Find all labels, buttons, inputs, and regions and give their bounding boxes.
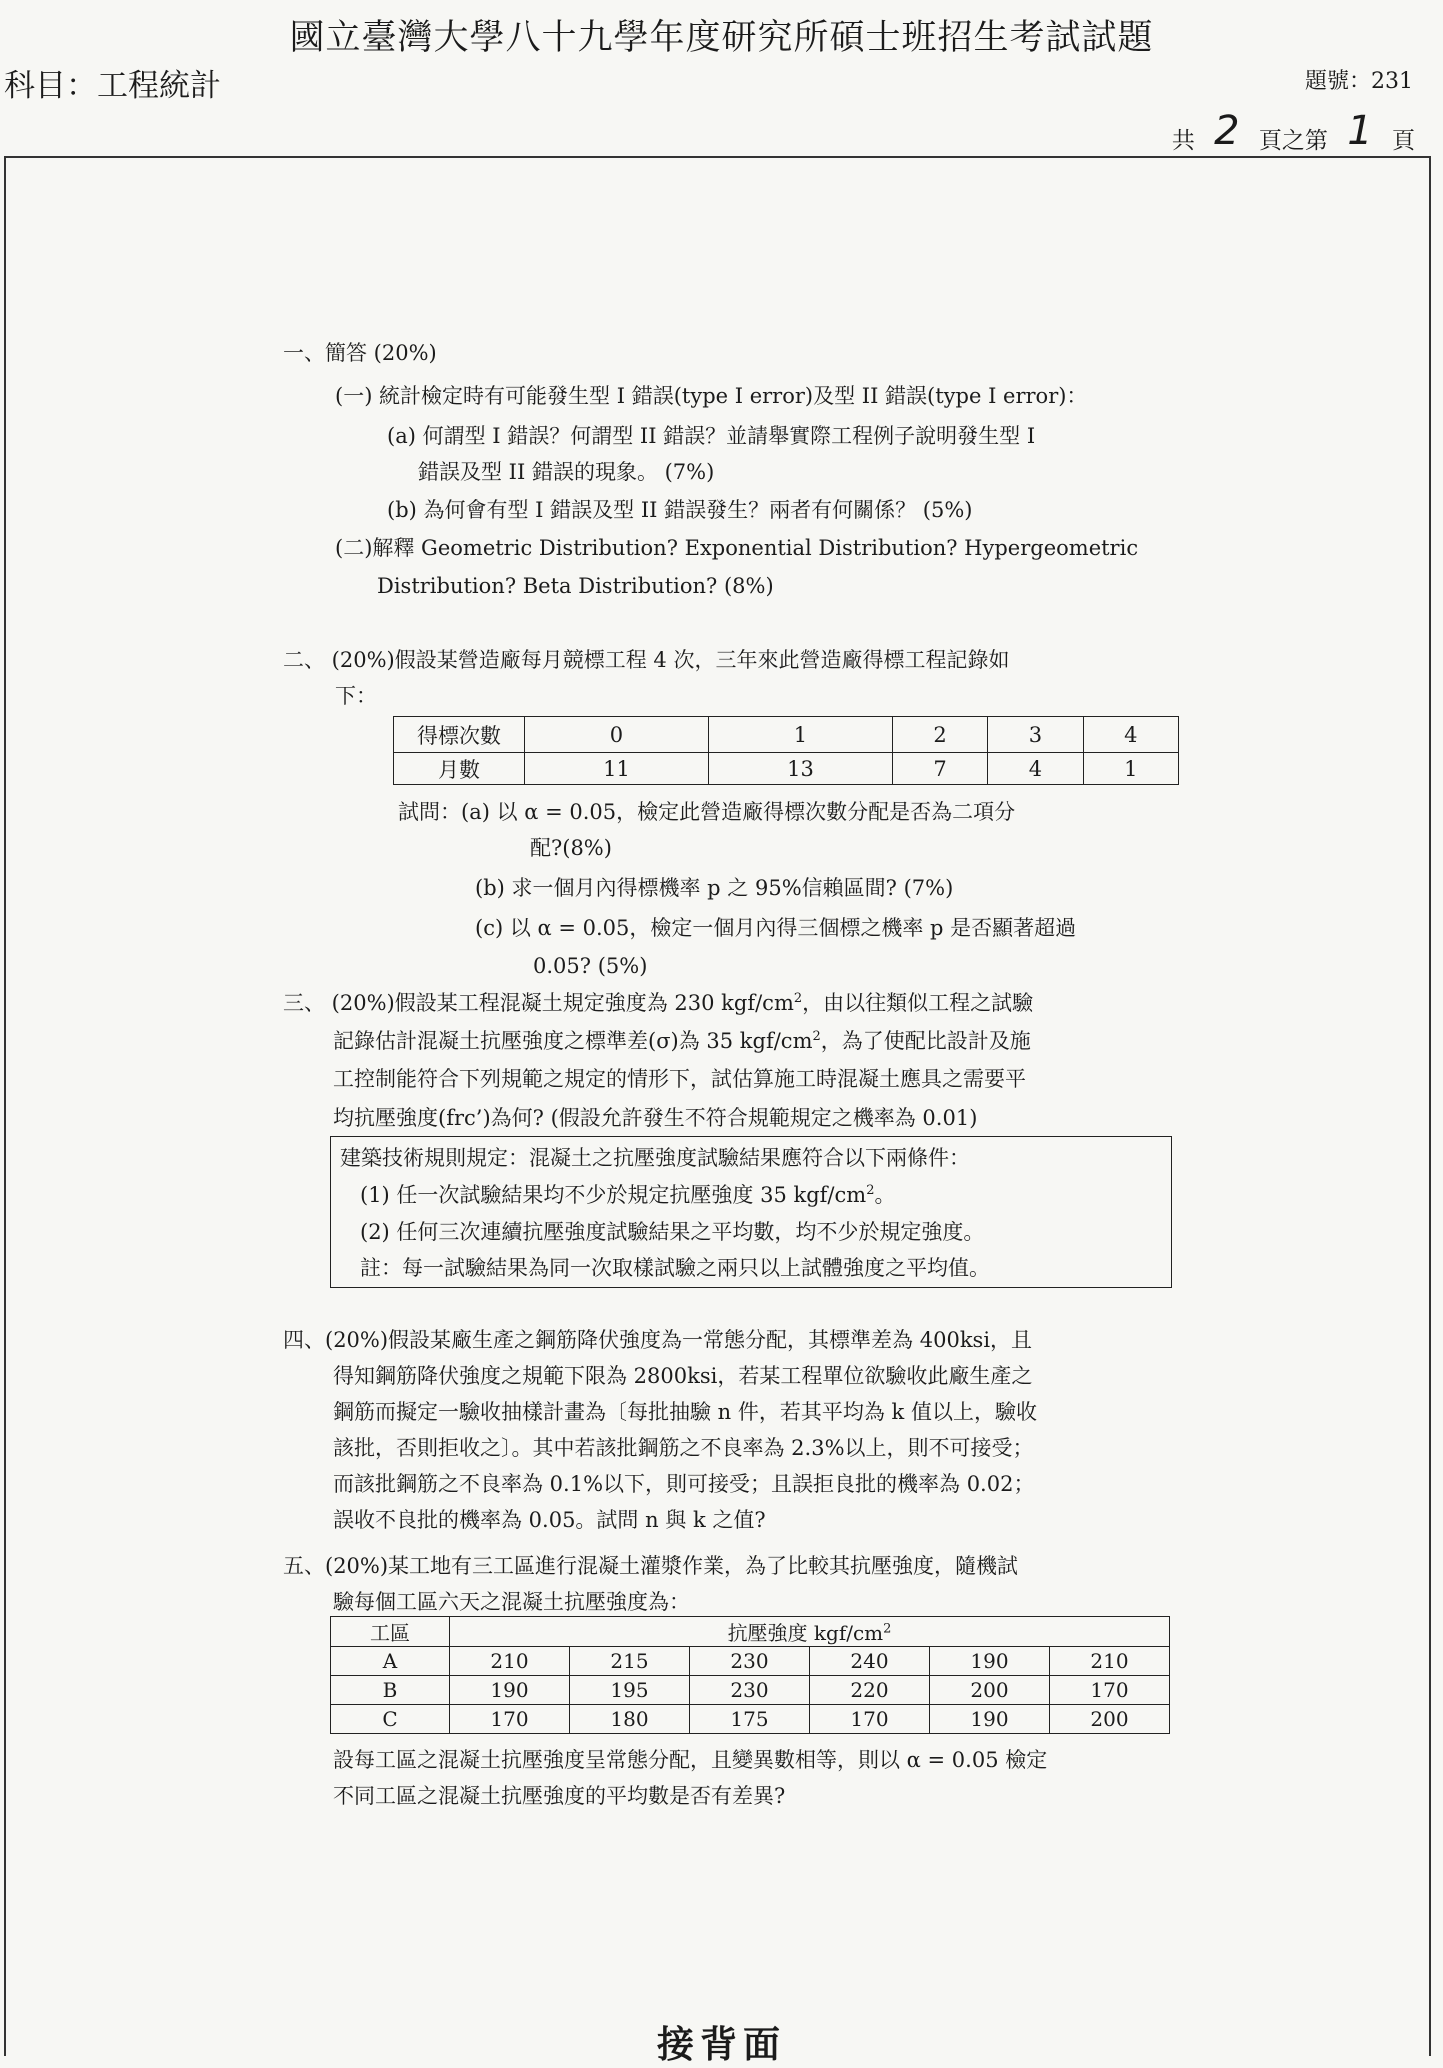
q5-value-cell: 200 [1050, 1705, 1170, 1734]
page-suffix: 頁 [1392, 128, 1415, 154]
q2-row2-cell: 7 [892, 753, 987, 785]
q5-value-cell: 240 [810, 1647, 930, 1676]
q5-value-cell: 175 [690, 1705, 810, 1734]
q3-box-line2-text: (1) 任一次試驗結果均不少於規定抗壓強度 35 kgf/cm [360, 1183, 867, 1207]
q3-box-line2-sup: 2 [866, 1183, 875, 1198]
q5-header-zone: 工區 [331, 1617, 450, 1647]
page-prefix: 共 [1171, 128, 1195, 154]
q3-line4: 均抗壓強度(frc’)為何? (假設允許發生不符合規範規定之機率為 0.01) [333, 1106, 978, 1130]
q2-row2-cell: 11 [525, 753, 709, 785]
q2-row1-cell: 0 [525, 717, 709, 753]
q5-header-sup: 2 [883, 1621, 892, 1637]
q5-value-cell: 210 [1050, 1647, 1170, 1676]
q2-row2-cell: 13 [708, 753, 892, 785]
q5-value-cell: 190 [930, 1705, 1050, 1734]
q4-line2: 得知鋼筋降伏強度之規範下限為 2800ksi，若某工程單位欲驗收此廠生產之 [333, 1364, 1033, 1388]
q5-zone-cell: A [331, 1647, 450, 1676]
page-info [1171, 108, 1415, 158]
q5-value-cell: 215 [570, 1647, 690, 1676]
q5-value-cell: 170 [1050, 1676, 1170, 1705]
q5-value-cell: 190 [930, 1647, 1050, 1676]
q4-line3: 鋼筋而擬定一驗收抽樣計畫為〔每批抽驗 n 件，若其平均為 k 值以上，驗收 [333, 1400, 1037, 1424]
q5-value-cell: 170 [450, 1705, 570, 1734]
q2-row1-cell: 3 [988, 717, 1083, 753]
q2-row1-cell: 4 [1083, 717, 1178, 753]
q2-part-c-line2: 0.05? (5%) [533, 954, 648, 978]
q3-box-line2-end: 。 [874, 1183, 896, 1207]
subject-label: 科目：工程統計 [4, 68, 221, 104]
q5-line1: 五、(20%)某工地有三工區進行混凝土灌漿作業，為了比較其抗壓強度，隨機試 [283, 1554, 1019, 1578]
q2-row2-cell: 1 [1083, 753, 1178, 785]
q2-part-b: (b) 求一個月內得標機率 p 之 95%信賴區間? (7%) [475, 876, 954, 900]
q5-zone-cell: B [331, 1676, 450, 1705]
q5-value-cell: 170 [810, 1705, 930, 1734]
q4-line6: 誤收不良批的機率為 0.05。試問 n 與 k 之值? [333, 1508, 766, 1532]
q5-zone-cell: C [331, 1705, 450, 1734]
q5-value-cell: 220 [810, 1676, 930, 1705]
q1-part1b: (b) 為何會有型 I 錯誤及型 II 錯誤發生？兩者有何關係？ (5%) [387, 498, 973, 522]
page-total: 2 [1214, 108, 1240, 154]
q3-box-line2 [360, 1184, 895, 1206]
q3-line1-text-end: ，由以往類似工程之試驗 [802, 991, 1034, 1015]
continue-on-back: 接背面 [657, 2022, 786, 2066]
q5-value-cell: 180 [570, 1705, 690, 1734]
q5-footer-line2: 不同工區之混凝土抗壓強度的平均數是否有差異? [333, 1784, 786, 1808]
q2-row1-cell: 1 [708, 717, 892, 753]
q2-table [393, 716, 1179, 785]
q5-line2: 驗每個工區六天之混凝土抗壓強度為： [333, 1590, 690, 1614]
q5-table [330, 1616, 1170, 1734]
q3-box-line1: 建築技術規則規定：混凝土之抗壓強度試驗結果應符合以下兩條件： [340, 1146, 970, 1170]
q3-line2-text-end: ，為了使配比設計及施 [820, 1029, 1031, 1053]
q3-line3: 工控制能符合下列規範之規定的情形下，試估算施工時混凝土應具之需要平 [333, 1067, 1026, 1091]
q3-line1-sup: 2 [793, 991, 803, 1006]
q4-line5: 而該批鋼筋之不良率為 0.1%以下，則可接受；且誤拒良批的機率為 0.02； [333, 1472, 1035, 1496]
page-current: 1 [1347, 108, 1373, 154]
question-number: 題號：231 [1305, 69, 1413, 94]
q3-line1 [283, 992, 1033, 1014]
q2-part-a-line2: 配?(8%) [530, 836, 612, 860]
q2-part-a-line1: 試問：(a) 以 α = 0.05，檢定此營造廠得標次數分配是否為二項分 [398, 800, 1016, 824]
q3-line1-text: 三、 (20%)假設某工程混凝土規定強度為 230 kgf/cm [283, 991, 794, 1015]
page-middle: 頁之第 [1258, 128, 1328, 154]
q4-line1: 四、(20%)假設某廠生產之鋼筋降伏強度為一常態分配，其標準差為 400ksi，且 [283, 1328, 1033, 1352]
q2-heading-line2: 下： [335, 684, 377, 708]
q3-line2-text: 記錄估計混凝土抗壓強度之標準差(σ)為 35 kgf/cm [333, 1029, 813, 1053]
q2-row1-label: 得標次數 [394, 717, 525, 753]
q2-row1-cell: 2 [892, 717, 987, 753]
q5-value-cell: 230 [690, 1647, 810, 1676]
q3-line2-sup: 2 [812, 1029, 821, 1044]
q1-part1a-line2: 錯誤及型 II 錯誤的現象。 (7%) [418, 460, 715, 484]
q1-heading: 一、簡答 (20%) [283, 341, 437, 365]
q5-value-cell: 195 [570, 1676, 690, 1705]
q1-part1: (一) 統計檢定時有可能發生型 I 錯誤(type I error)及型 II 錯誤(type I error)： [335, 384, 1088, 408]
q5-value-cell: 230 [690, 1676, 810, 1705]
q2-row2-label: 月數 [394, 753, 525, 785]
q2-heading-line1: 二、 (20%)假設某營造廠每月競標工程 4 次，三年來此營造廠得標工程記錄如 [283, 648, 1010, 672]
q5-header-strength-text: 抗壓強度 kgf/cm [727, 1621, 884, 1645]
q1-part1a-line1: (a) 何謂型 I 錯誤？何謂型 II 錯誤？並請舉實際工程例子說明發生型 I [387, 424, 1036, 448]
q2-part-c-line1: (c) 以 α = 0.05，檢定一個月內得三個標之機率 p 是否顯著超過 [475, 916, 1077, 940]
q3-box-line3: (2) 任何三次連續抗壓強度試驗結果之平均數，均不少於規定強度。 [360, 1220, 985, 1244]
q1-part2-line1: (二)解釋 Geometric Distribution? Exponential Distribution? Hypergeometric [335, 536, 1139, 560]
exam-title: 國立臺灣大學八十九學年度研究所碩士班招生考試試題 [289, 18, 1154, 58]
q5-value-cell: 190 [450, 1676, 570, 1705]
q1-part2-line2: Distribution? Beta Distribution? (8%) [377, 574, 774, 598]
q4-line4: 該批，否則拒收之〕。其中若該批鋼筋之不良率為 2.3%以上，則不可接受； [333, 1436, 1034, 1460]
q2-row2-cell: 4 [988, 753, 1083, 785]
q3-box-line4: 註：每一試驗結果為同一次取樣試驗之兩只以上試體強度之平均值。 [360, 1256, 990, 1280]
q5-value-cell: 210 [450, 1647, 570, 1676]
q3-line2 [333, 1030, 1031, 1052]
q5-value-cell: 200 [930, 1676, 1050, 1705]
q5-footer-line1: 設每工區之混凝土抗壓強度呈常態分配，且變異數相等，則以 α = 0.05 檢定 [333, 1748, 1048, 1772]
q5-header-strength [450, 1617, 1170, 1647]
